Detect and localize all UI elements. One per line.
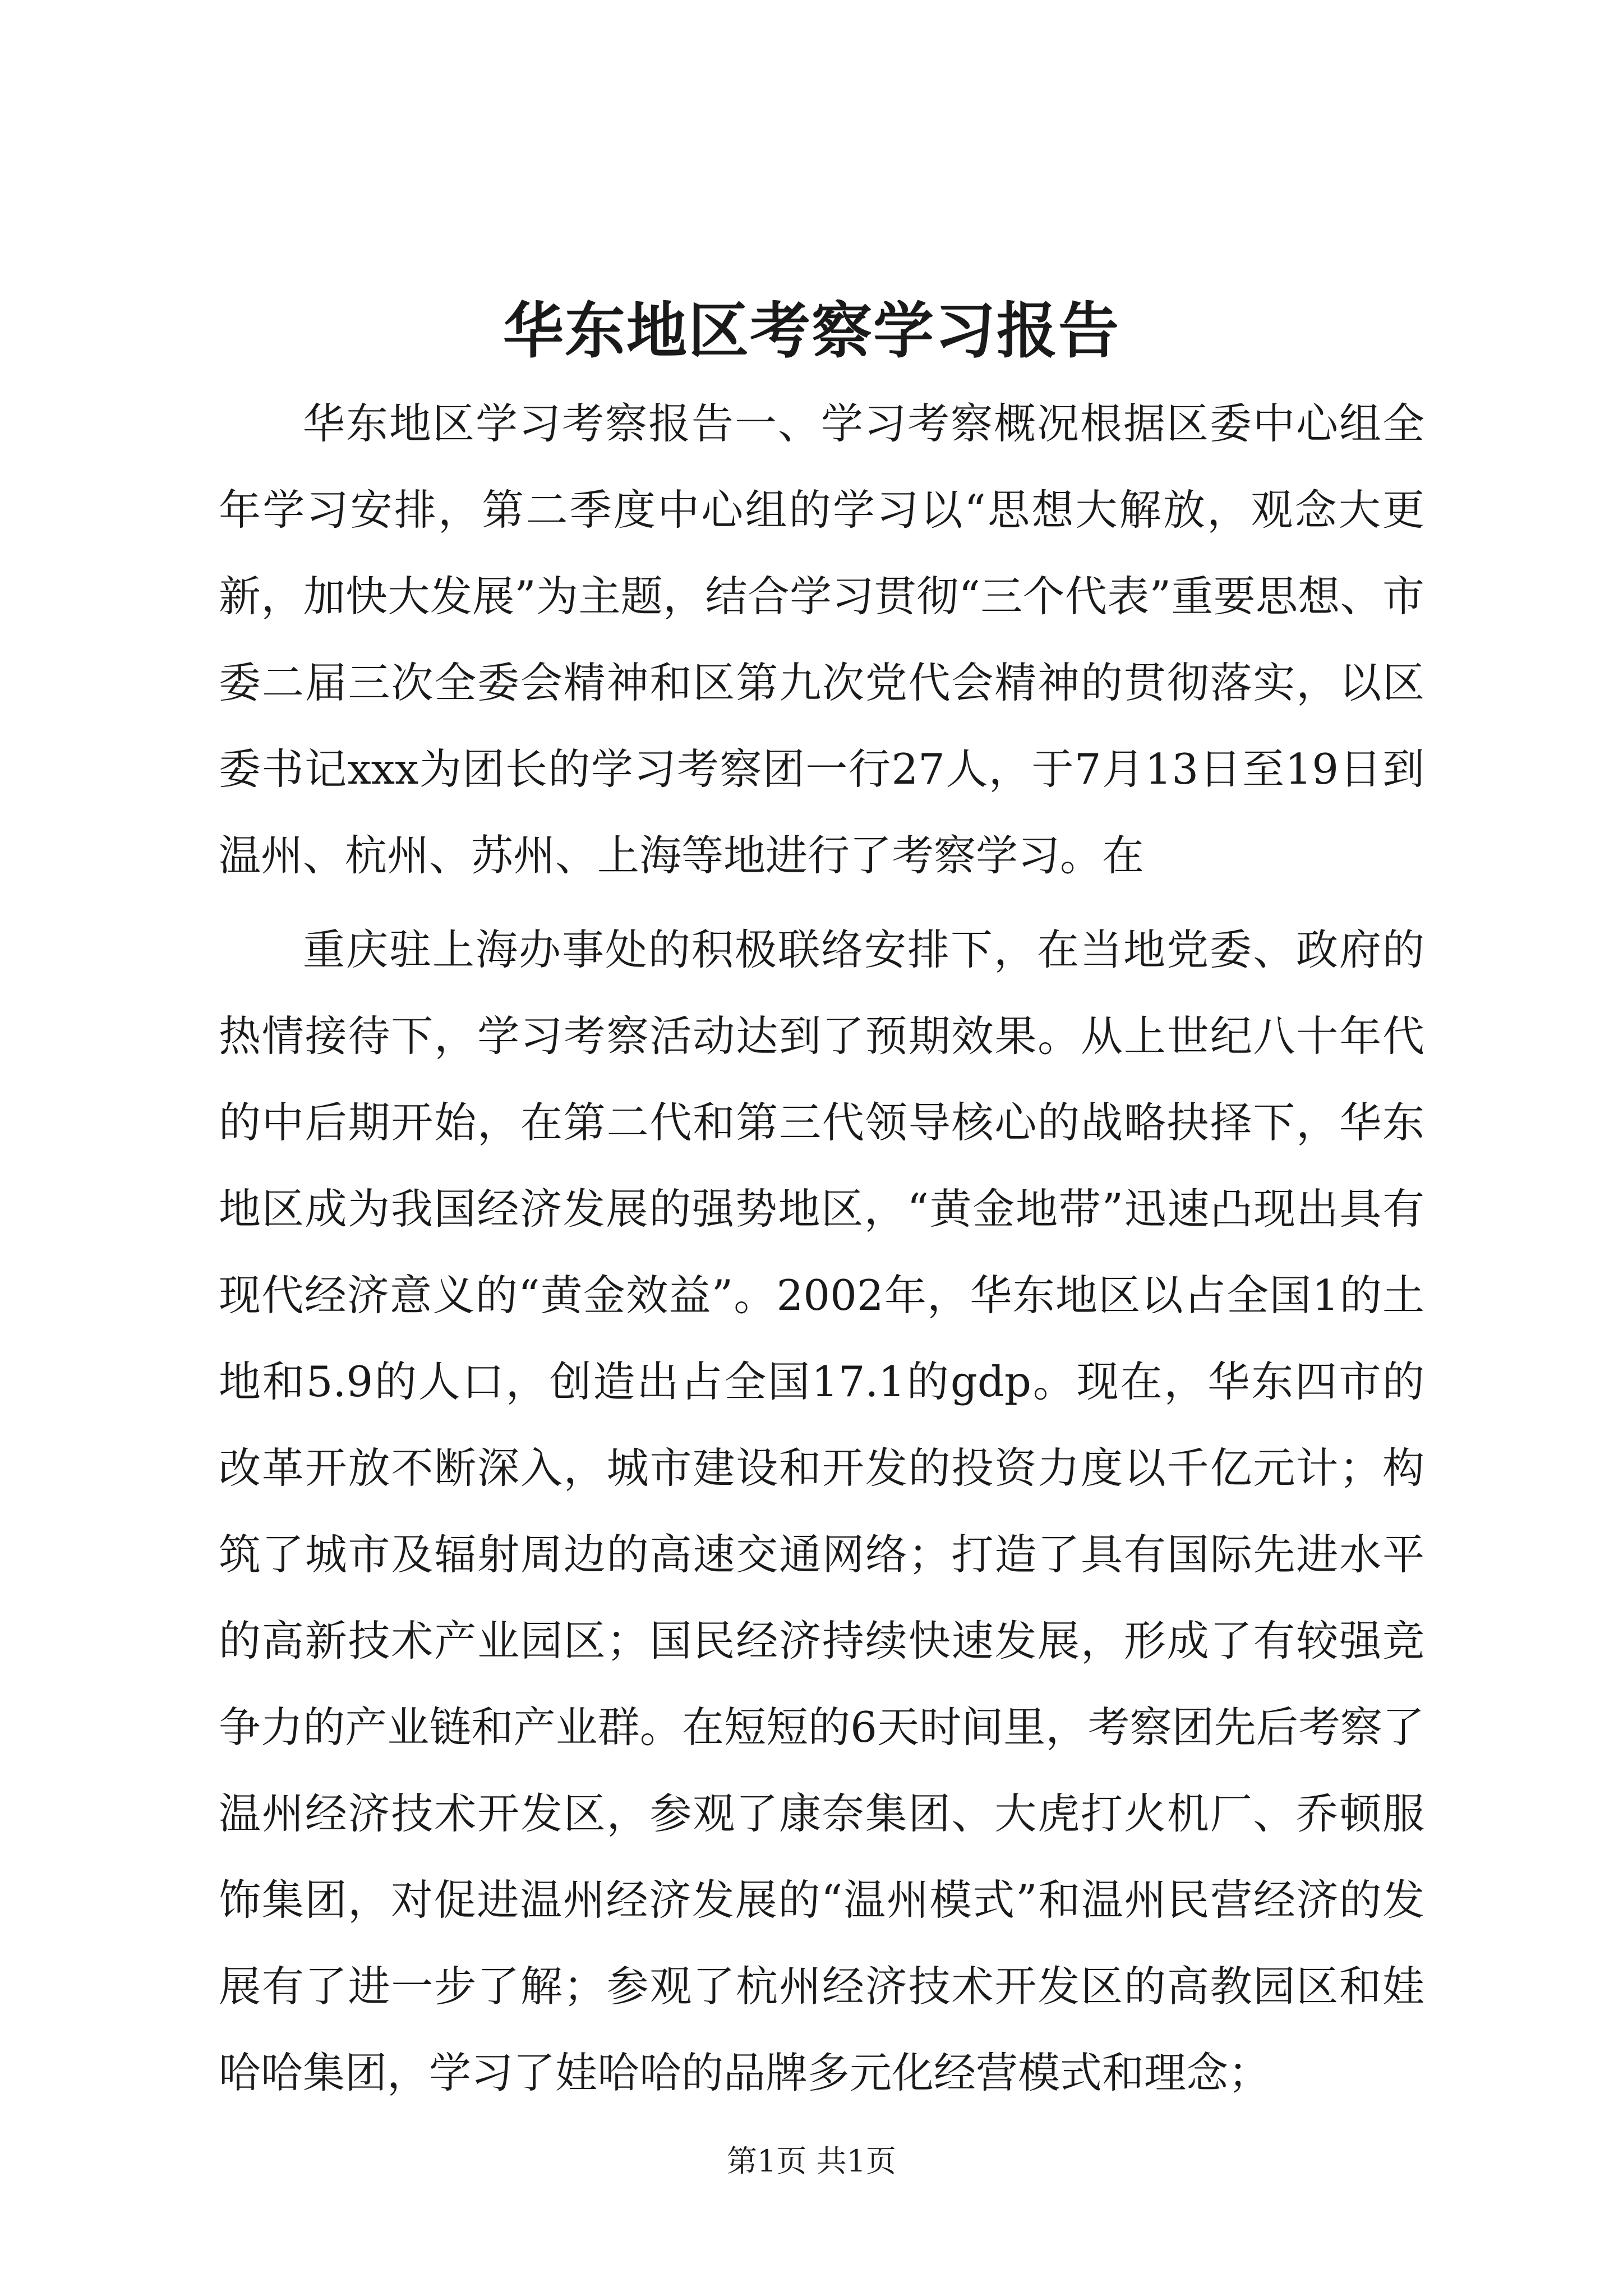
paragraph-2: 重庆驻上海办事处的积极联络安排下，在当地党委、政府的热情接待下，学习考察活动达到了预期效果。从上世纪八十年代的中后期开始，在第二代和第三代领导核心的战略抉择下，华东地区成为我国经济发展的强势地区，“黄金地带”迅速凸现出具有现代经济意义的“黄金效益”。2002年，华东地区以占全国1的土地和5.9的人口，创造出占全国17.1的gdp。现在，华东四市的改革开放不断深入，城市建设和开发的投资力度以千亿元计；构筑了城市及辐射周边的高速交通网络；打造了具有国际先进水平的高新技术产业园区；国民经济持续快速发展，形成了有较强竞争力的产业链和产业群。在短短的6天时间里，考察团先后考察了温州经济技术开发区，参观了康奈集团、大虎打火机厂、乔顿服饰集团，对促进温州经济发展的“温州模式”和温州民营经济的发展有了进一步了解；参观了杭州经济技术开发区的高教园区和娃哈哈集团，学习了娃哈哈的品牌多元化经营模式和理念； bbox=[219, 925, 1424, 2097]
document-body bbox=[219, 380, 1424, 2116]
page-number-footer: 第1页 共1页 bbox=[727, 2143, 896, 2179]
document-title: 华东地区考察学习报告 bbox=[502, 296, 1120, 366]
paragraph-1: 华东地区学习考察报告一、学习考察概况根据区委中心组全年学习安排，第二季度中心组的学习以“思想大解放，观念大更新，加快大发展”为主题，结合学习贯彻“三个代表”重要思想、市委二届三次全委会精神和区第九次党代会精神的贯彻落实，以区委书记xxx为团长的学习考察团一行27人，于7月13日至19日到温州、杭州、苏州、上海等地进行了考察学习。在 bbox=[219, 399, 1424, 880]
